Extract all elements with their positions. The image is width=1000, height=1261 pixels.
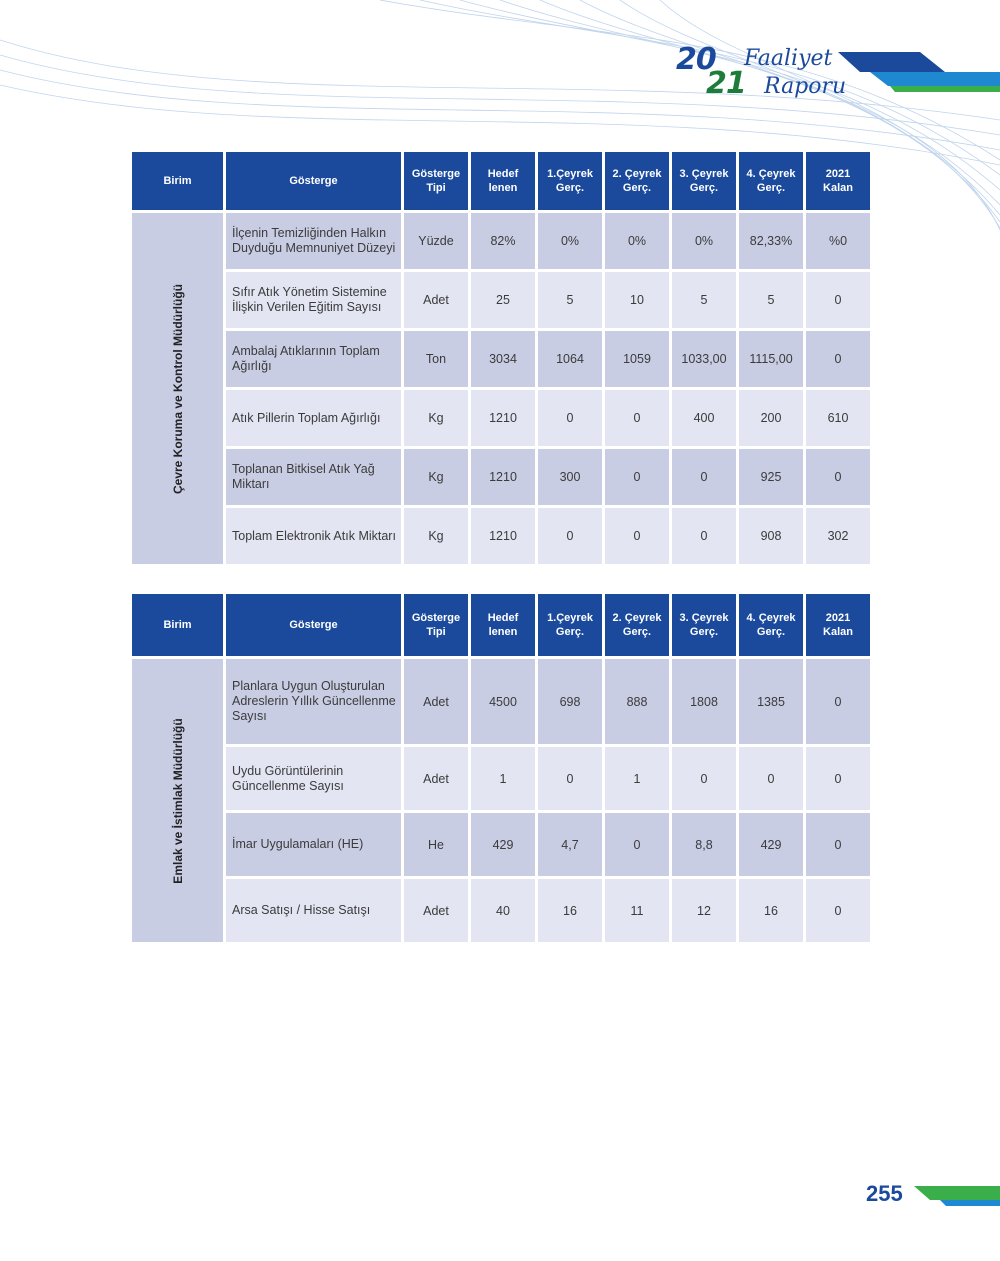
cell-remaining: 610: [806, 390, 870, 446]
logo-text-faaliyet: Faaliyet: [744, 46, 833, 71]
cell-q2: 888: [605, 659, 669, 744]
performance-table-cevre: [129, 149, 873, 567]
cell-q3: 1808: [672, 659, 736, 744]
unit-name: Çevre Koruma ve Kontrol Müdürlüğü: [170, 283, 185, 494]
cell-indicator: Sıfır Atık Yönetim Sistemine İlişkin Verilen Eğitim Sayısı: [226, 272, 401, 328]
column-header-type: Gösterge Tipi: [404, 594, 468, 656]
cell-q3: 5: [672, 272, 736, 328]
cell-q3: 8,8: [672, 813, 736, 876]
table-row: [132, 659, 870, 744]
cell-q2: 1059: [605, 331, 669, 387]
cell-remaining: 0: [806, 879, 870, 942]
cell-q1: 4,7: [538, 813, 602, 876]
page-number: 255: [866, 1181, 903, 1206]
logo-text-raporu: Raporu: [764, 74, 847, 99]
cell-target: 3034: [471, 331, 535, 387]
cell-q3: 1033,00: [672, 331, 736, 387]
cell-remaining: %0: [806, 213, 870, 269]
cell-indicator: Ambalaj Atıklarının Toplam Ağırlığı: [226, 331, 401, 387]
table-row: [132, 879, 870, 942]
cell-q4: 0: [739, 747, 803, 810]
column-header-type: Gösterge Tipi: [404, 152, 468, 210]
table-row: [132, 272, 870, 328]
cell-q1: 1064: [538, 331, 602, 387]
cell-indicator: Uydu Görüntülerinin Güncellenme Sayısı: [226, 747, 401, 810]
cell-q4: 82,33%: [739, 213, 803, 269]
logo-year-bottom: 21: [706, 66, 746, 101]
cell-q3: 12: [672, 879, 736, 942]
cell-remaining: 0: [806, 449, 870, 505]
cell-type: Adet: [404, 747, 468, 810]
cell-q1: 16: [538, 879, 602, 942]
cell-q1: 5: [538, 272, 602, 328]
column-header-unit: Birim: [132, 594, 223, 656]
cell-q1: 0%: [538, 213, 602, 269]
cell-indicator: Planlara Uygun Oluşturulan Adreslerin Yıllık Güncellenme Sayısı: [226, 659, 401, 744]
cell-indicator: İmar Uygulamaları (HE): [226, 813, 401, 876]
column-header-target: Hedef lenen: [471, 594, 535, 656]
cell-q1: 698: [538, 659, 602, 744]
cell-indicator: Toplanan Bitkisel Atık Yağ Miktarı: [226, 449, 401, 505]
cell-remaining: 0: [806, 659, 870, 744]
cell-target: 1210: [471, 390, 535, 446]
logo-year-top: 20: [676, 42, 716, 77]
column-header-q1: 1.Çeyrek Gerç.: [538, 152, 602, 210]
cell-indicator: Atık Pillerin Toplam Ağırlığı: [226, 390, 401, 446]
cell-q4: 200: [739, 390, 803, 446]
cell-q2: 0: [605, 813, 669, 876]
cell-q1: 0: [538, 390, 602, 446]
cell-q4: 908: [739, 508, 803, 564]
cell-q3: 400: [672, 390, 736, 446]
footer-bars-decoration: [900, 1180, 1000, 1212]
table-row: [132, 747, 870, 810]
cell-target: 1210: [471, 449, 535, 505]
column-header-q4: 4. Çeyrek Gerç.: [739, 152, 803, 210]
column-header-q3: 3. Çeyrek Gerç.: [672, 594, 736, 656]
cell-target: 25: [471, 272, 535, 328]
cell-q1: 0: [538, 508, 602, 564]
cell-indicator: Arsa Satışı / Hisse Satışı: [226, 879, 401, 942]
cell-target: 4500: [471, 659, 535, 744]
cell-indicator: İlçenin Temizliğinden Halkın Duyduğu Memnuniyet Düzeyi: [226, 213, 401, 269]
cell-remaining: 0: [806, 331, 870, 387]
table-row: [132, 213, 870, 269]
cell-q4: 1115,00: [739, 331, 803, 387]
cell-remaining: 0: [806, 813, 870, 876]
cell-indicator: Toplam Elektronik Atık Miktarı: [226, 508, 401, 564]
cell-remaining: 302: [806, 508, 870, 564]
cell-q1: 0: [538, 747, 602, 810]
cell-type: Ton: [404, 331, 468, 387]
unit-name: Emlak ve İstimlak Müdürlüğü: [170, 717, 185, 884]
cell-type: Kg: [404, 508, 468, 564]
cell-q4: 16: [739, 879, 803, 942]
cell-target: 1: [471, 747, 535, 810]
table-row: [132, 390, 870, 446]
cell-q4: 925: [739, 449, 803, 505]
cell-q2: 10: [605, 272, 669, 328]
cell-q2: 0%: [605, 213, 669, 269]
cell-remaining: 0: [806, 747, 870, 810]
column-header-unit: Birim: [132, 152, 223, 210]
cell-q4: 1385: [739, 659, 803, 744]
cell-q2: 1: [605, 747, 669, 810]
column-header-q4: 4. Çeyrek Gerç.: [739, 594, 803, 656]
cell-q4: 429: [739, 813, 803, 876]
cell-type: Kg: [404, 390, 468, 446]
cell-q1: 300: [538, 449, 602, 505]
column-header-remaining: 2021 Kalan: [806, 594, 870, 656]
cell-target: 1210: [471, 508, 535, 564]
column-header-q2: 2. Çeyrek Gerç.: [605, 152, 669, 210]
column-header-indicator: Gösterge: [226, 152, 401, 210]
table-row: [132, 508, 870, 564]
cell-type: Yüzde: [404, 213, 468, 269]
report-logo: [672, 38, 852, 108]
cell-target: 429: [471, 813, 535, 876]
cell-q3: 0%: [672, 213, 736, 269]
cell-remaining: 0: [806, 272, 870, 328]
cell-type: Adet: [404, 879, 468, 942]
cell-q2: 0: [605, 508, 669, 564]
column-header-indicator: Gösterge: [226, 594, 401, 656]
cell-type: Adet: [404, 272, 468, 328]
column-header-q2: 2. Çeyrek Gerç.: [605, 594, 669, 656]
cell-target: 82%: [471, 213, 535, 269]
cell-target: 40: [471, 879, 535, 942]
unit-cell: [132, 659, 223, 942]
table-row: [132, 449, 870, 505]
cell-type: Adet: [404, 659, 468, 744]
cell-q4: 5: [739, 272, 803, 328]
cell-type: Kg: [404, 449, 468, 505]
cell-q2: 0: [605, 390, 669, 446]
unit-cell: [132, 213, 223, 564]
cell-q3: 0: [672, 449, 736, 505]
cell-q2: 11: [605, 879, 669, 942]
table-row: [132, 813, 870, 876]
cell-q3: 0: [672, 747, 736, 810]
column-header-q1: 1.Çeyrek Gerç.: [538, 594, 602, 656]
cell-type: He: [404, 813, 468, 876]
table-row: [132, 331, 870, 387]
column-header-remaining: 2021 Kalan: [806, 152, 870, 210]
performance-table-emlak: [129, 591, 873, 945]
column-header-target: Hedef lenen: [471, 152, 535, 210]
cell-q2: 0: [605, 449, 669, 505]
cell-q3: 0: [672, 508, 736, 564]
column-header-q3: 3. Çeyrek Gerç.: [672, 152, 736, 210]
